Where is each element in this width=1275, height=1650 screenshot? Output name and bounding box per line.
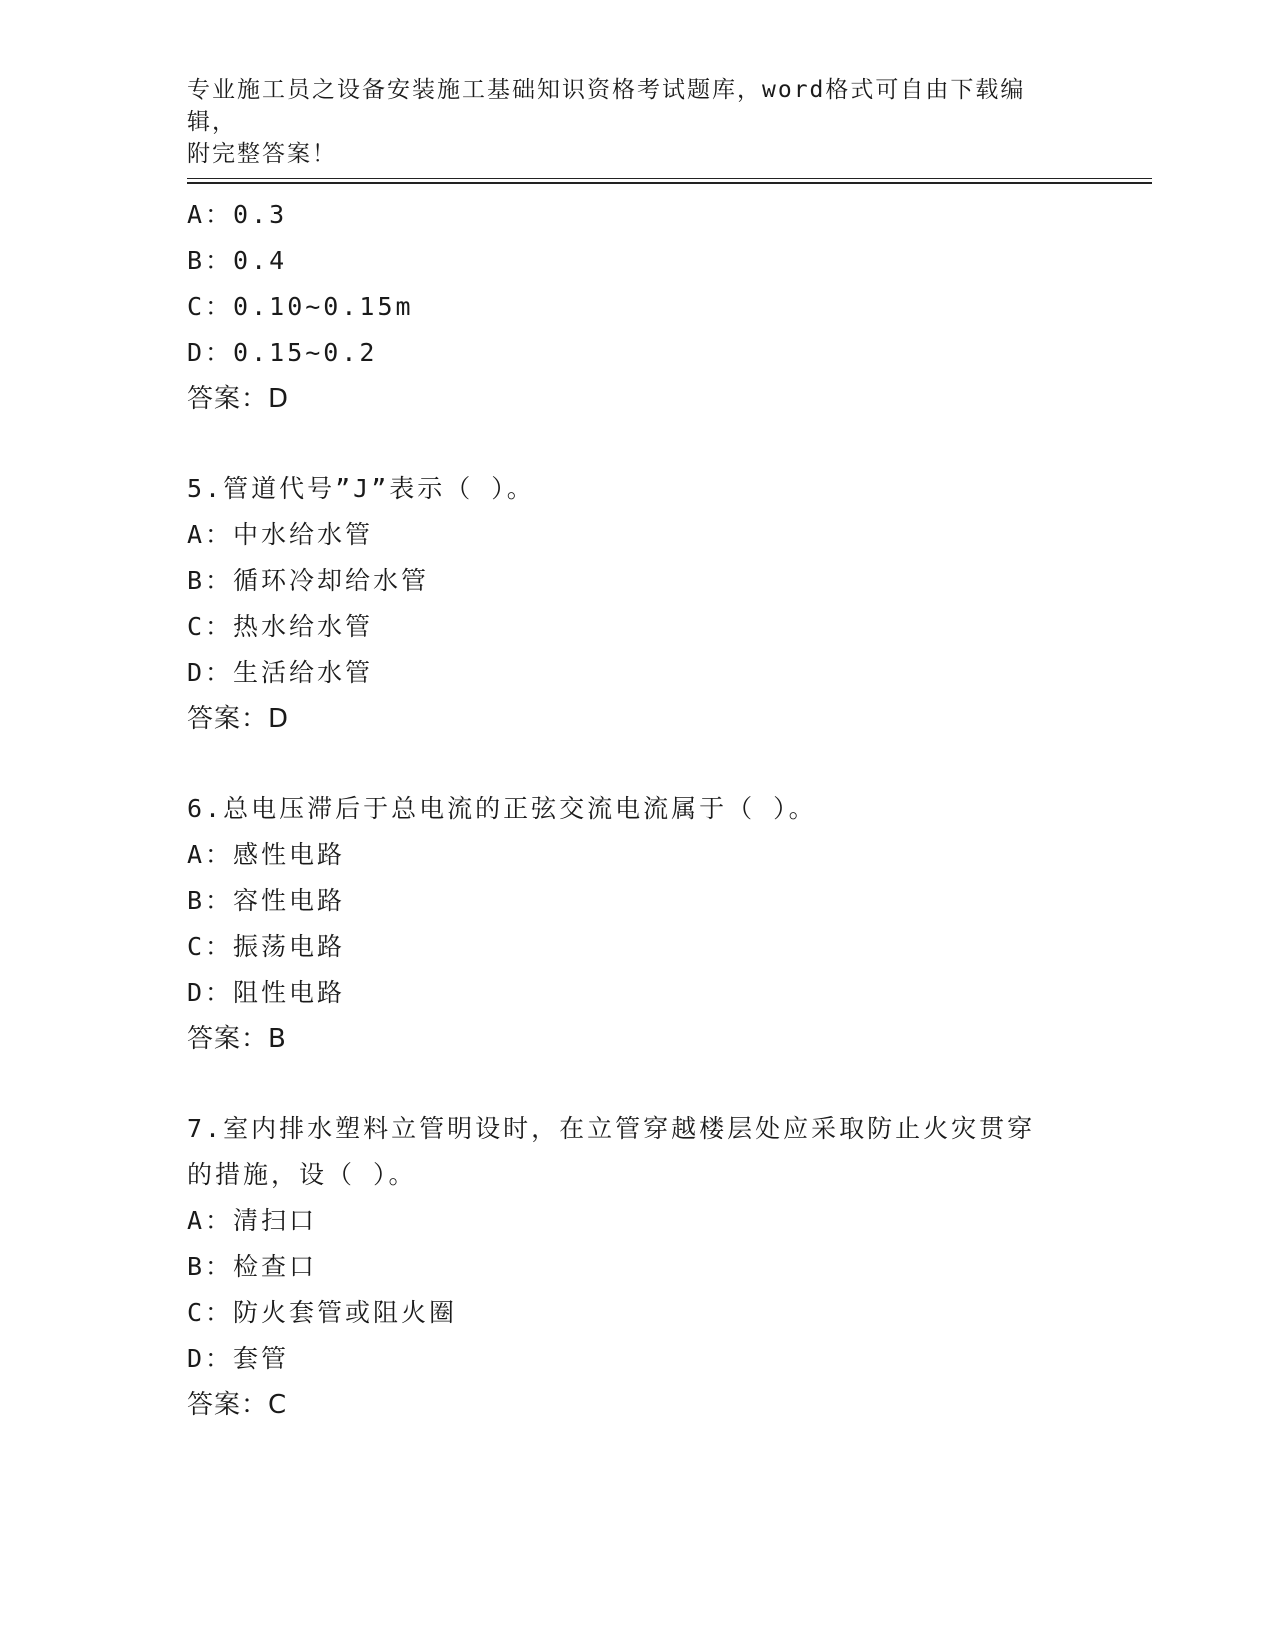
option-c: C：热水给水管 [187,612,374,641]
question-5 [187,466,1087,742]
option-d: D：阻性电路 [187,978,346,1007]
answer: 答案：C [187,1390,288,1420]
option-d: D：0.15~0.2 [187,338,378,367]
option-b: B：检查口 [187,1252,318,1281]
option-c: C：防火套管或阻火圈 [187,1298,458,1327]
question-title: 6.总电压滞后于总电流的正弦交流电流属于（ ）。 [187,794,817,823]
header-rule-thin [187,178,1152,179]
header-line-2: 附完整答案！ [187,141,337,167]
question-list [187,192,1087,1428]
question-7 [187,1106,1087,1428]
question-4 [187,192,1087,422]
option-a: A：感性电路 [187,840,346,869]
option-b: B：循环冷却给水管 [187,566,430,595]
option-b: B：0.4 [187,246,288,275]
option-d: D：套管 [187,1344,290,1373]
document-header [187,74,1067,170]
question-6 [187,786,1087,1062]
option-b: B：容性电路 [187,886,346,915]
option-c: C：振荡电路 [187,932,346,961]
option-a: A：清扫口 [187,1206,318,1235]
option-d: D：生活给水管 [187,658,374,687]
header-rule-thick [187,182,1152,184]
answer: 答案：B [187,1024,287,1054]
option-c: C：0.10~0.15m [187,292,414,321]
answer: 答案：D [187,704,290,734]
question-title: 5.管道代号”J”表示（ ）。 [187,474,535,503]
header-line-1: 专业施工员之设备安装施工基础知识资格考试题库，word格式可自由下载编辑， [187,77,1026,135]
question-title-line-1: 7.室内排水塑料立管明设时，在立管穿越楼层处应采取防止火灾贯穿 [187,1114,1036,1143]
question-title-line-2: 的措施，设（ ）。 [187,1160,417,1189]
option-a: A：0.3 [187,200,288,229]
answer: 答案：D [187,384,290,414]
option-a: A：中水给水管 [187,520,374,549]
